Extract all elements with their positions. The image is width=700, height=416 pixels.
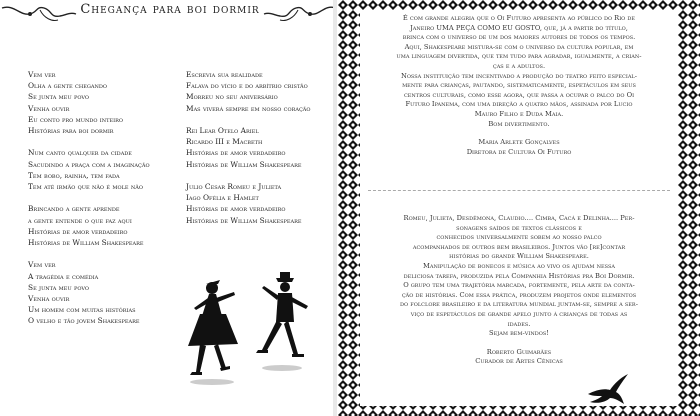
signature-role: Curador de Artes Cênicas [475, 357, 563, 366]
paragraph-line: mente para crianças, pautando, sistematicamente, espetáculos em seus [402, 81, 636, 90]
paragraph-line: viço de espetáculos de grande apelo junto à crianças de todas as [410, 309, 628, 318]
paragraph-line: Janeiro UMA PEÇA COMO EU GOSTO, que, já a partir do título, [410, 23, 628, 32]
lyric-line: Eu conto pro mundo inteiro [28, 114, 123, 124]
paragraph-line: sonagens saídos de textos clássicos e [456, 223, 582, 232]
left-page [0, 0, 338, 416]
signature-role: Diretora de Cultura Oi Futuro [466, 147, 572, 156]
lyric-line: A tragédia e comédia [28, 271, 99, 281]
stanza-gap [28, 248, 150, 259]
stanza-gap [28, 136, 150, 147]
paragraph-line: do folclore brasileiro e da literatura mundial juntam-se, sempre a ser- [400, 300, 638, 309]
lyrics-column-a [28, 69, 150, 327]
paragraph-line: Manipulação de bonecos e música ao vivo os ajudam nessa [422, 261, 616, 270]
lyric-line: Venha ouvir [28, 103, 70, 113]
swallow-bird-icon [586, 372, 630, 408]
paragraph-line: Bom divertimento. [488, 119, 550, 128]
stanza-gap [186, 114, 311, 125]
lyric-line: Venha ouvir [28, 294, 70, 304]
lyric-line: Iago Ofélia e Hamlet [186, 193, 259, 203]
paragraph-line: Sejam bem-vindos! [489, 329, 549, 338]
signature-name: Roberto Guimarães [486, 347, 552, 356]
paragraph-line: acompanhados de outros bem brasileiros. Juntos vão [re]contar [412, 242, 626, 251]
lyric-line: Tem até irmão que não é mole não [28, 182, 144, 192]
dancing-couple-illustration [182, 272, 312, 402]
signature-name: Maria Arlete Gonçalves [478, 138, 560, 147]
curator-text [366, 214, 672, 367]
page-title: Chegança para boi dormir [80, 2, 260, 17]
lyric-line: Vem ver [28, 260, 56, 270]
paragraph-line: ças e a adultos. [492, 61, 546, 70]
page-gutter [333, 0, 337, 416]
stanza-gap [186, 170, 311, 181]
oi-futuro-intro [366, 14, 672, 157]
lyric-line: Olha a gente chegando [28, 81, 107, 91]
lyrics-column-b [186, 69, 311, 226]
paragraph-line: idades. [507, 319, 531, 328]
signature-gap [366, 129, 672, 138]
title-left-ornament-icon [0, 4, 78, 26]
paragraph-line: Mauro Filho e Duda Maia. [474, 109, 564, 118]
lyric-line: Num canto qualquer da cidade [28, 148, 132, 158]
lyric-line: Histórias para boi dormir [28, 126, 114, 136]
lyric-line: Escrevia sua realidade [186, 70, 263, 79]
paragraph-line: Romeu, Julieta, Desdêmona, Claudio.... Cimba, Cacá e Delinha.... Per- [403, 214, 635, 222]
lyric-line: Se junta meu povo [28, 282, 90, 292]
lyric-line: Sacudindo a praça com a imaginação [28, 159, 150, 169]
section-divider [368, 190, 670, 191]
right-page [338, 0, 700, 416]
lyric-line: Julio Cesar Romeu e Julieta [186, 182, 282, 191]
signature-gap [366, 339, 672, 348]
lyric-line: Ricardo III e Macbeth [186, 137, 263, 147]
lyric-line: Histórias de amor verdadeiro [28, 226, 128, 236]
lyric-line: Histórias de William Shakespeare [186, 215, 302, 225]
lyric-line: O velho e tão jovem Shakespeare [28, 316, 140, 326]
title-right-ornament-icon [262, 4, 338, 26]
lyric-line: Histórias de William Shakespeare [186, 159, 302, 169]
lyric-line: Brincando a gente aprende [28, 204, 120, 214]
lyric-line: Rei Lear Otelo Ariel [186, 126, 259, 135]
lyric-line: Morreu no seu aniversário [186, 92, 278, 102]
paragraph-line: uma linguagem divertida, que tem tudo para agradar, igualmente, a crian- [396, 52, 642, 61]
paragraph-line: Futuro Ipanema, com uma direção a quatro mãos, assinada por Lucio [405, 100, 633, 109]
paragraph-line: Aqui, Shakespeare mistura-se com o universo da cultura popular, em [404, 42, 634, 51]
stanza-gap [28, 192, 150, 203]
lyric-line: Histórias de William Shakespeare [28, 238, 144, 248]
lyric-line: Tem bobo, rainha, tem fada [28, 170, 120, 180]
paragraph-line: É com grande alegria que o Oi Futuro apresenta ao público do Rio de [402, 14, 636, 22]
lyric-line: Falava do vício e do arbítrio cristão [186, 81, 308, 91]
paragraph-line: O grupo tem uma trajetória marcada, fortemente, pela arte da conta- [403, 281, 635, 290]
paragraph-line: ção de histórias. Com essa prática, produzem projetos onde elementos [401, 290, 637, 299]
lyric-line: a gente entende o que faz aqui [28, 215, 132, 225]
lyric-line: Mas viverá sempre em nosso coração [186, 103, 311, 113]
paragraph-line: brinca com o universo de um dos maiores autores de todos os tempos. [402, 33, 636, 42]
paragraph-line: deliciosa tarefa, produzida pela Companhia Histórias pra Boi Dormir. [403, 271, 635, 280]
lyric-line: Um homem com muitas histórias [28, 305, 136, 315]
paragraph-line: centros culturais, como esse agora, que passa a ocupar o palco do Oi [403, 90, 635, 99]
paragraph-line: Nossa instituição tem incentivado a produção do teatro feito especial- [400, 71, 638, 80]
paragraph-line: conhecidos universalmente sobem ao nosso palco [436, 233, 602, 242]
lyric-line: Se junta meu povo [28, 92, 90, 102]
lyric-line: Vem ver [28, 70, 56, 79]
lyric-line: Histórias de amor verdadeiro [186, 148, 286, 158]
paragraph-line: histórias do grande William Shakespeare. [449, 252, 589, 261]
lyric-line: Histórias de amor verdadeiro [186, 204, 286, 214]
